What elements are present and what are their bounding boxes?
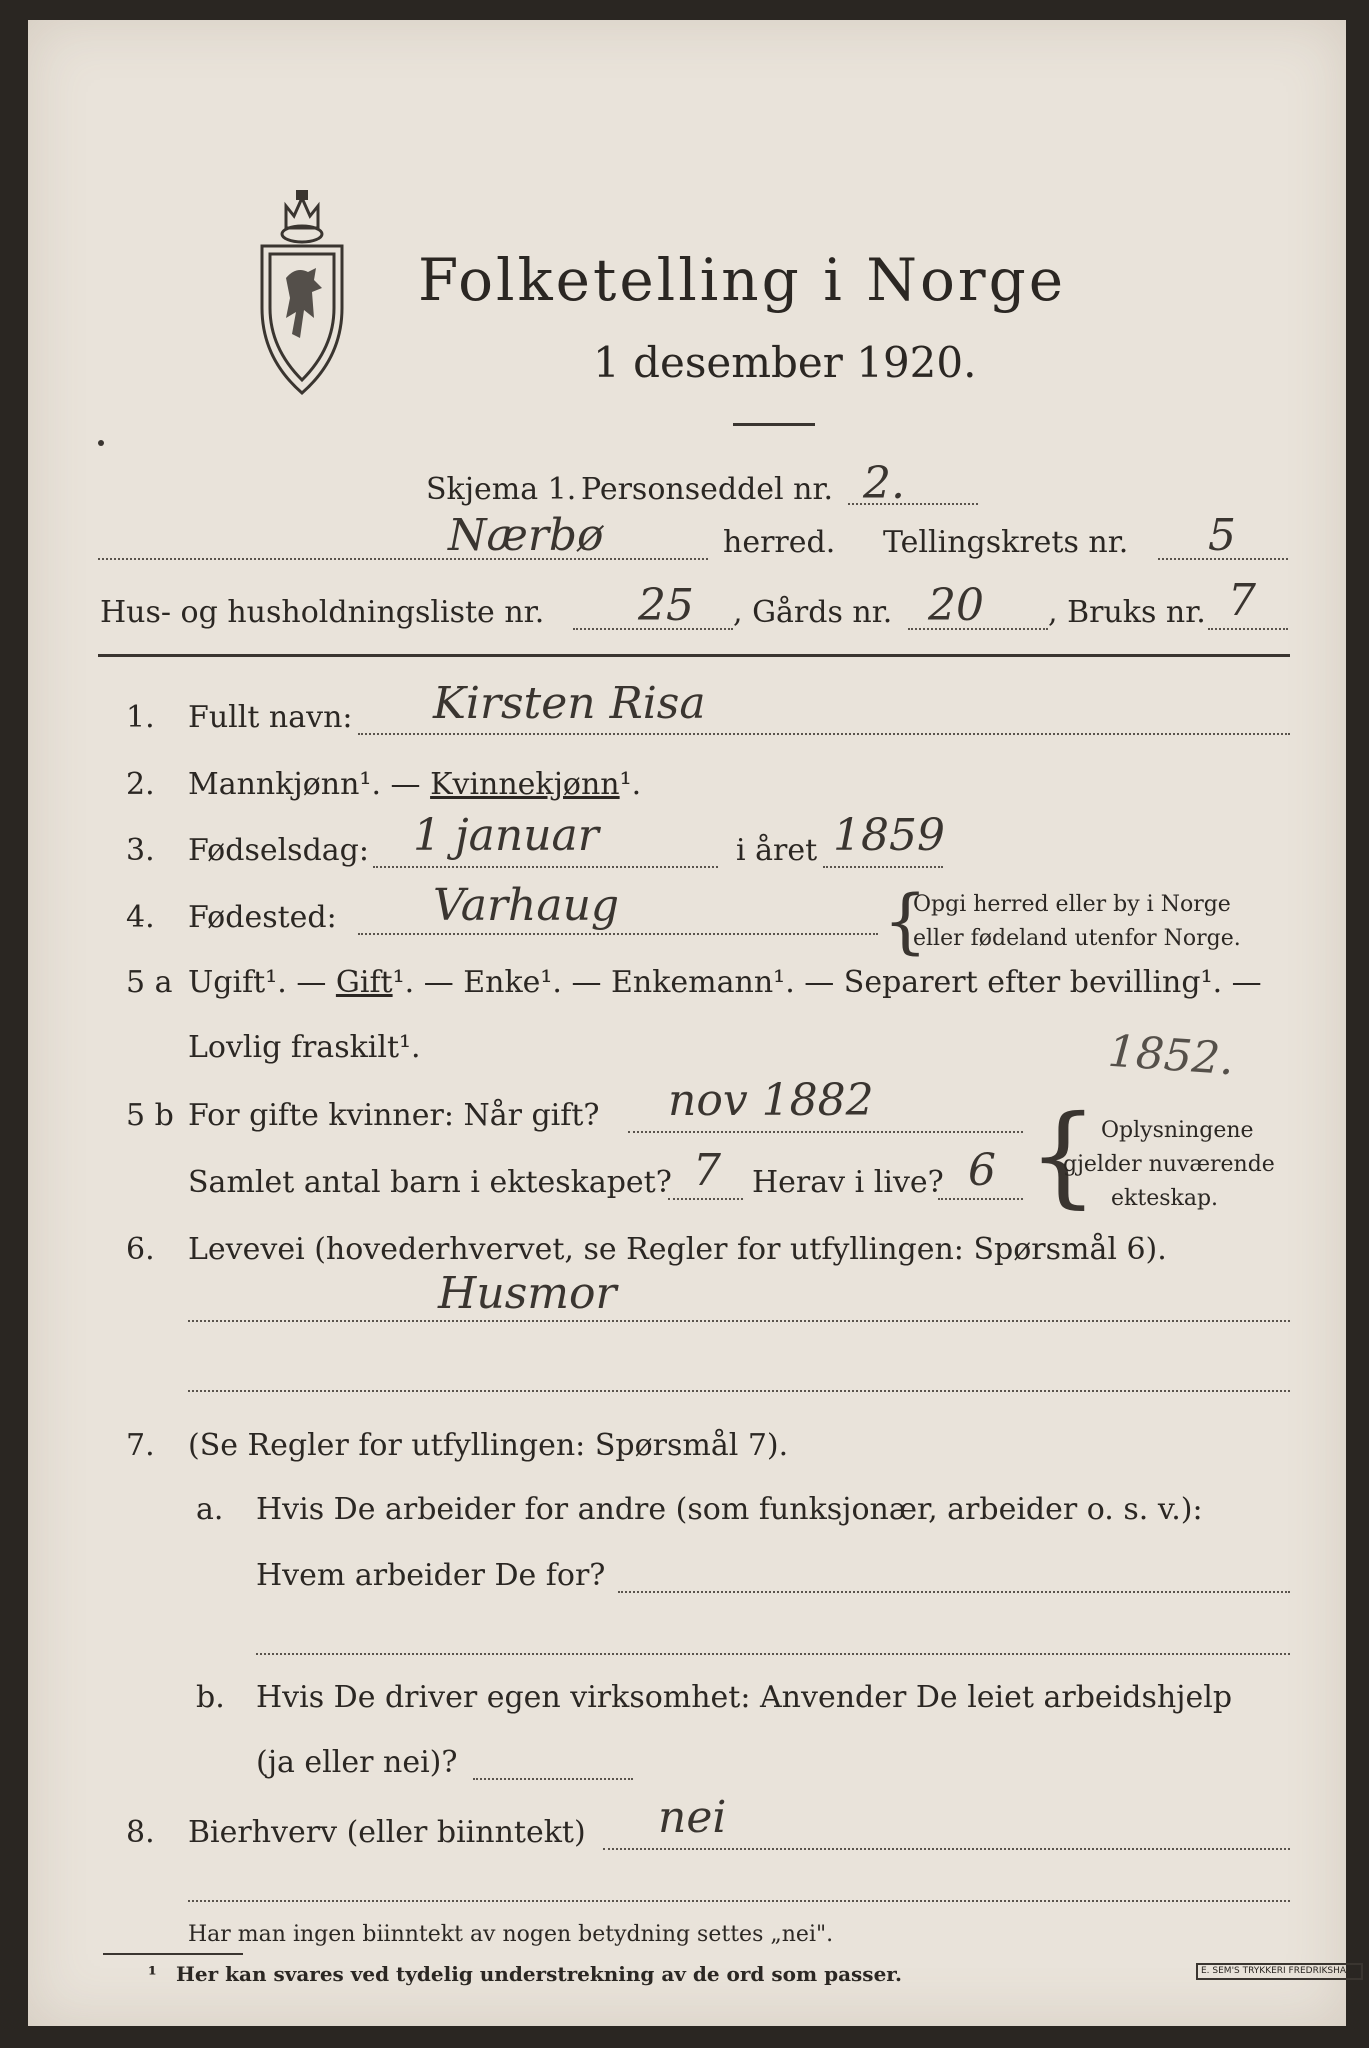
- q6-label: Levevei (hovederhvervet, se Regler for utfyllingen: Spørsmål 6).: [188, 1232, 1167, 1267]
- form-title: Folketelling i Norge: [418, 246, 1067, 314]
- q5a-option-ugift: Ugift¹. —: [188, 965, 336, 1000]
- tellingskrets-value: 5: [1208, 510, 1236, 561]
- husholdning-label: Hus- og husholdningsliste nr.: [100, 595, 545, 630]
- q1-line: [358, 733, 1290, 735]
- q5b-line: [628, 1131, 1023, 1133]
- q2-number: 2.: [126, 767, 155, 802]
- q6-value: Husmor: [438, 1268, 617, 1319]
- q8-line-2: [188, 1900, 1290, 1902]
- footnote-text: Her kan svares ved tydelig understrekning av de ord som passer.: [176, 1962, 902, 1986]
- q3-date-line: [373, 866, 718, 868]
- q7b-text: Hvis De driver egen virksomhet: Anvender De leiet arbeidshjelp: [256, 1680, 1233, 1715]
- personseddel-label: Personseddel nr.: [581, 472, 834, 507]
- herred-line: [98, 558, 708, 560]
- q7a-question: Hvem arbeider De for?: [256, 1558, 606, 1593]
- printer-stamp: E. SEM'S TRYKKERI FREDRIKSHALD: [1196, 1963, 1363, 1980]
- q5b-ilive-line: [938, 1198, 1023, 1200]
- q5b-barn-label: Samlet antal barn i ekteskapet?: [188, 1165, 672, 1200]
- q5b-ilive-value: 6: [968, 1145, 996, 1196]
- q5b-margin-note: 1852.: [1106, 1025, 1236, 1086]
- q5b-brace: {: [1028, 1091, 1098, 1219]
- q5b-note-2: gjelder nuværende: [1063, 1152, 1275, 1177]
- bruks-value: 7: [1228, 575, 1256, 626]
- q4-brace: {: [883, 880, 928, 962]
- footnote-rule: [103, 1953, 243, 1955]
- header-rule: [98, 654, 1290, 657]
- q1-value: Kirsten Risa: [433, 678, 706, 729]
- census-date: 1 desember 1920.: [593, 338, 977, 387]
- q1-number: 1.: [126, 700, 155, 735]
- q5b-value: nov 1882: [668, 1075, 874, 1126]
- q7b-question: (ja eller nei)?: [256, 1745, 458, 1780]
- q5a-option-gift-underlined: Gift: [335, 965, 393, 1000]
- q8-value: nei: [658, 1792, 727, 1843]
- personseddel-value: 2.: [863, 458, 905, 509]
- q8-number: 8.: [126, 1815, 155, 1850]
- ink-dot: [98, 440, 104, 446]
- q7a-line-1: [618, 1591, 1290, 1593]
- q5a-number: 5 a: [126, 965, 173, 1000]
- q3-label: Fødselsdag:: [188, 833, 369, 868]
- title-divider: [733, 423, 815, 426]
- census-form-page: [28, 20, 1358, 2026]
- q5b-ilive-label: Herav i live?: [752, 1165, 944, 1200]
- q4-note-2: eller fødeland utenfor Norge.: [913, 926, 1241, 951]
- q5a-text: [188, 965, 1262, 1000]
- q5a-line2: Lovlig fraskilt¹.: [188, 1030, 421, 1065]
- q7a-text: Hvis De arbeider for andre (som funksjonær, arbeider o. s. v.):: [256, 1492, 1203, 1527]
- tellingskrets-label: Tellingskrets nr.: [883, 525, 1129, 560]
- q8-label: Bierhverv (eller biinntekt): [188, 1815, 586, 1850]
- q3-number: 3.: [126, 833, 155, 868]
- q8-line-1: [603, 1848, 1290, 1850]
- q7b-line: [473, 1778, 633, 1780]
- q7-number: 7.: [126, 1428, 155, 1463]
- q4-note-1: Opgi herred eller by i Norge: [913, 892, 1231, 917]
- q3-value: 1 januar: [413, 810, 599, 861]
- q3-year-label: i året: [736, 833, 818, 868]
- skjema-label: Skjema 1.: [426, 472, 577, 507]
- q5b-note-3: ekteskap.: [1111, 1186, 1219, 1211]
- q2-text: [188, 767, 641, 802]
- norway-coat-of-arms-icon: [256, 188, 348, 398]
- q5b-number: 5 b: [126, 1098, 174, 1133]
- q2-option-male: Mannkjønn¹. —: [188, 767, 431, 802]
- husholdning-value: 25: [638, 580, 694, 631]
- q6-number: 6.: [126, 1232, 155, 1267]
- q3-year-value: 1859: [833, 810, 945, 861]
- herred-label: herred.: [723, 525, 836, 560]
- herred-value: Nærbø: [448, 510, 604, 561]
- bruks-line: [1208, 628, 1288, 630]
- q4-line: [358, 933, 878, 935]
- q5b-note-1: Oplysningene: [1101, 1118, 1254, 1143]
- q7-label: (Se Regler for utfyllingen: Spørsmål 7).: [188, 1428, 789, 1463]
- q6-line-2: [188, 1390, 1290, 1392]
- footnote-mark: ¹: [148, 1962, 157, 1986]
- q5b-barn-line: [668, 1198, 743, 1200]
- gards-value: 20: [928, 580, 984, 631]
- q5b-label: For gifte kvinner: Når gift?: [188, 1098, 600, 1133]
- q4-label: Fødested:: [188, 900, 337, 935]
- q5b-barn-value: 7: [693, 1145, 721, 1196]
- bruks-label: , Bruks nr.: [1048, 595, 1206, 630]
- q2-option-female-underlined: Kvinnekjønn: [430, 767, 620, 802]
- q5a-options-rest: ¹. — Enke¹. — Enkemann¹. — Separert efter bevilling¹. —: [392, 965, 1262, 1000]
- footer-note: Har man ingen biinntekt av nogen betydning settes „nei".: [188, 1922, 834, 1947]
- q4-value: Varhaug: [433, 880, 620, 931]
- q7b-number: b.: [196, 1680, 225, 1715]
- q2-suffix: ¹.: [619, 767, 642, 802]
- q7a-line-2: [256, 1653, 1290, 1655]
- q6-line-1: [188, 1320, 1290, 1322]
- q1-label: Fullt navn:: [188, 700, 353, 735]
- q4-number: 4.: [126, 900, 155, 935]
- q7a-number: a.: [196, 1492, 224, 1527]
- q3-year-line: [823, 866, 943, 868]
- gards-label: , Gårds nr.: [733, 595, 893, 630]
